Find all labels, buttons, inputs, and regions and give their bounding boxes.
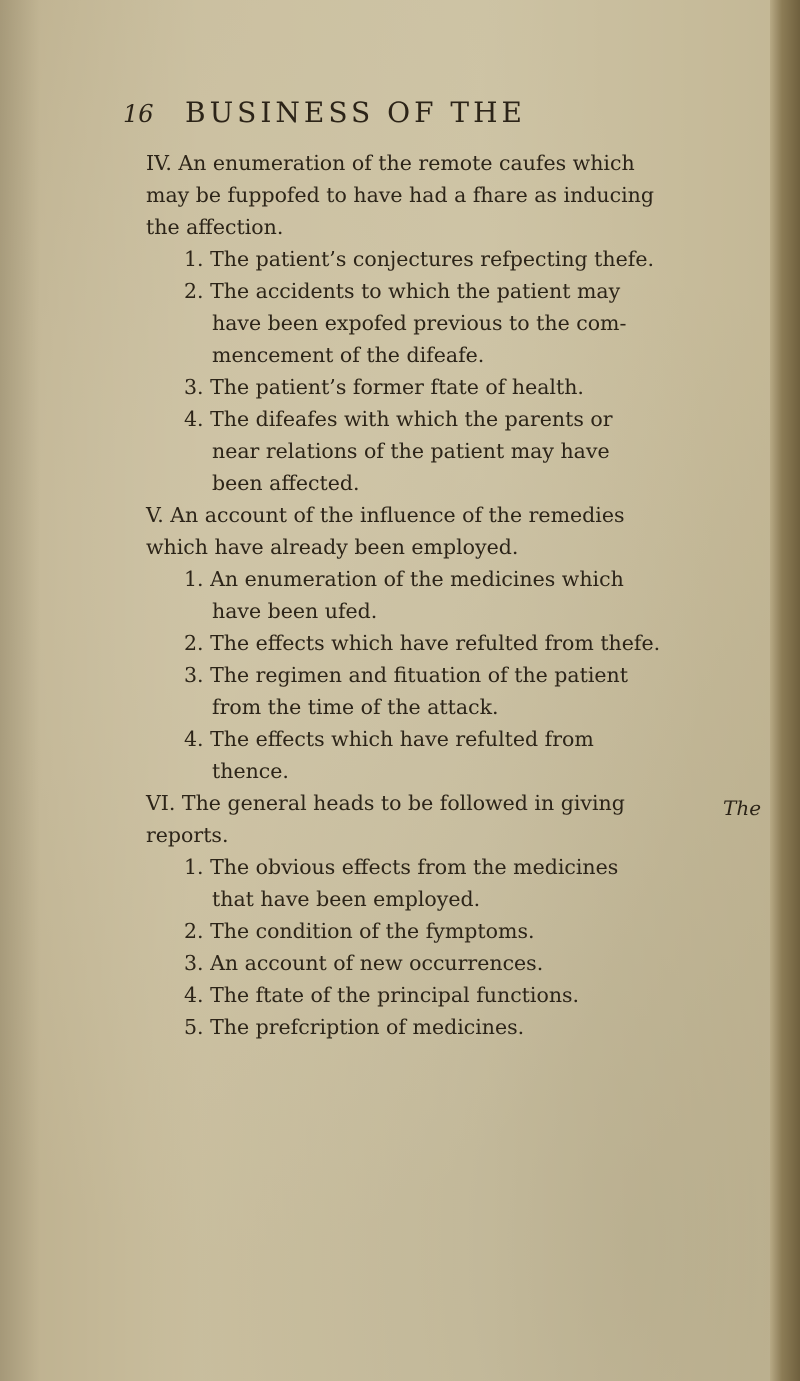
text-line-section-vi: VI. The general heads to be followed in giving <box>146 791 625 815</box>
text-line: 1. An enumeration of the medicines which <box>184 567 624 591</box>
page-header <box>123 96 723 136</box>
text-line-section-v: V. An account of the influence of the remedies <box>146 503 625 527</box>
text-line: near relations of the patient may have <box>212 439 610 463</box>
text-line: 2. The condition of the fymptoms. <box>184 919 535 943</box>
text-line: 3. The patient’s former ftate of health. <box>184 375 584 399</box>
text-line: 5. The prefcription of medicines. <box>184 1015 525 1039</box>
text-line: that have been employed. <box>212 887 481 911</box>
text-line: have been ufed. <box>212 599 378 623</box>
page-number: 16 <box>123 100 154 128</box>
text-line: 4. The effects which have refulted from <box>184 727 594 751</box>
text-line: the affection. <box>146 215 284 239</box>
book-edge <box>770 0 800 1381</box>
text-line: 1. The obvious effects from the medicines <box>184 855 619 879</box>
catchword: The <box>723 796 762 820</box>
text-line: 3. The regimen and fituation of the patient <box>184 663 629 687</box>
text-line: 1. The patient’s conjectures refpecting thefe. <box>184 247 654 271</box>
text-line: mencement of the difeafe. <box>212 343 485 367</box>
running-head: BUSINESS OF THE <box>185 96 526 129</box>
text-line: from the time of the attack. <box>212 695 499 719</box>
text-line: may be fuppofed to have had a fhare as inducing <box>146 183 654 207</box>
text-line: have been expofed previous to the com- <box>212 311 627 335</box>
text-line: 2. The effects which have refulted from thefe. <box>184 631 661 655</box>
text-line: 4. The ftate of the principal functions. <box>184 983 580 1007</box>
text-line: thence. <box>212 759 289 783</box>
page-shadow <box>0 0 40 1381</box>
text-line: 4. The difeafes with which the parents or <box>184 407 613 431</box>
text-line: been affected. <box>212 471 360 495</box>
text-line-section-iv: IV. An enumeration of the remote caufes which <box>146 151 635 175</box>
text-line: which have already been employed. <box>146 535 519 559</box>
text-line: reports. <box>146 823 229 847</box>
text-line: 2. The accidents to which the patient may <box>184 279 621 303</box>
text-line: 3. An account of new occurrences. <box>184 951 544 975</box>
